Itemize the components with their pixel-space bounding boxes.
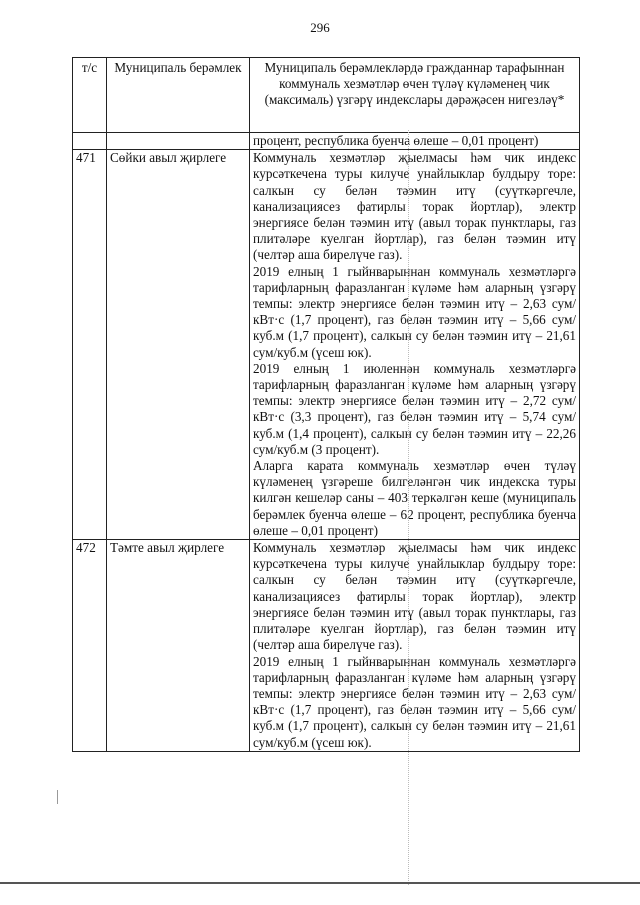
row-number: 471: [73, 150, 107, 540]
page-number: 296: [310, 20, 330, 35]
row-municipality: Сөйки авыл җирлеге: [107, 150, 250, 540]
table-row-continuation: [73, 133, 580, 150]
row-description: [250, 540, 580, 752]
header-municipality: Муниципаль берәмлек: [107, 58, 250, 133]
table-row: [73, 150, 580, 540]
tariff-table: [72, 57, 580, 752]
scan-mark: [57, 790, 58, 804]
scan-fold-line: [408, 130, 409, 885]
table-header-row: [73, 58, 580, 133]
row-description: [250, 150, 580, 540]
continuation-text: процент, республика буенча өлеше – 0,01 процент): [250, 133, 580, 150]
paragraph: Аларга карата коммуналь хезмәтләр өчен түләү күләменең үзгәреше билгеләнгән чик индекска туры килгән кешеләр саны – 403 теркәлгән кеше (муниципаль берәмлек буенча өлеше – 62 процент, республика буенча өлеше – 0,01 процент): [253, 458, 576, 538]
paragraph: Коммуналь хезмәтләр җыелмасы һәм чик индекс курсәткечена туры килуче унайлыклар булдыру торе: салкын су белән тәэмин итү (суүткәргечле, канализациясез фатирлы торак йортлар), электр энергиясе белән тәэмин итү (авыл торак пунктлары, газ плитәләре куелган йортлар), газ белән тәэмин итү (челтәр аша бирелүче газ).: [253, 540, 576, 653]
header-description: Муниципаль берәмлекләрдә гражданнар тарафыннан коммуналь хезмәтләр өчен түләү күләменең чик (максималь) үзгәрү индекслары дәрәҗәсен нигезләү*: [250, 58, 580, 133]
paragraph: 2019 елның 1 гыйнварыннан коммуналь хезмәтләргә тарифларның фаразланган күләме һәм аларның үзгәрү темпы: электр энергиясе белән тәэмин итү – 2,63 сум/кВт·с (1,7 процент), газ белән тәэмин итү – 5,66 сум/куб.м (1,7 процент), салкын су белән тәэмин итү – 21,61 сум/куб.м (үсеш юк).: [253, 263, 576, 360]
row-number: 472: [73, 540, 107, 752]
header-number: т/с: [73, 58, 107, 133]
paragraph: 2019 елның 1 июленнән коммуналь хезмәтләргә тарифларның фаразланган күләме һәм аларның үзгәрү темпы: электр энергиясе белән тәэмин итү – 2,72 сум/кВт·с (3,3 процент), газ белән тәэмин итү – 5,74 сум/куб.м (1,4 процент), салкын су белән тәэмин итү – 22,26 сум/куб.м (3 процент).: [253, 360, 576, 457]
table-row: [73, 540, 580, 752]
paragraph: 2019 елның 1 гыйнварыннан коммуналь хезмәтләргә тарифларның фаразланган күләме һәм аларның үзгәрү темпы: электр энергиясе белән тәэмин итү – 2,63 сум/кВт·с (1,7 процент), газ белән тәэмин итү – 5,66 сум/куб.м (1,7 процент), салкын су белән тәэмин итү – 21,61 сум/куб.м (үсеш юк).: [253, 653, 576, 750]
row-municipality: Тәмте авыл җирлеге: [107, 540, 250, 752]
paragraph: Коммуналь хезмәтләр җыелмасы һәм чик индекс курсәткечена туры килуче унайлыклар булдыру торе: салкын су белән тәэмин итү (суүткәргечле, канализациясез фатирлы торак йортлар), электр энергиясе белән тәэмин итү (авыл торак пунктлары, газ плитәләре куелган йортлар), газ белән тәэмин итү (челтәр аша бирелүче газ).: [253, 150, 576, 263]
bottom-rule: [0, 882, 640, 884]
